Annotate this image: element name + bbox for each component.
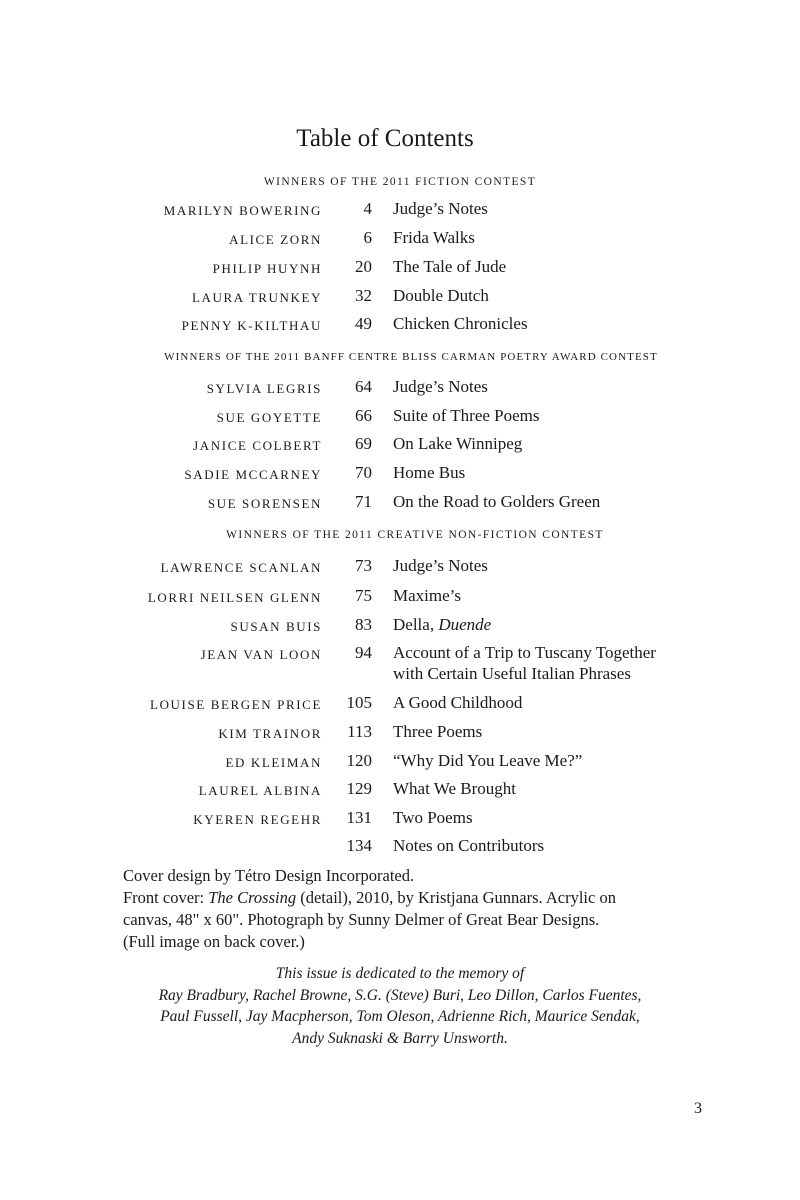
entry-title: Two Poems — [393, 808, 473, 827]
entry-title: Judge’s Notes — [393, 377, 488, 396]
credits-line — [123, 887, 743, 909]
toc-entry — [0, 778, 800, 804]
entry-title: What We Brought — [393, 779, 516, 798]
entry-title: “Why Did You Leave Me?” — [393, 751, 583, 770]
entry-author: LAWRENCE SCANLAN — [160, 560, 322, 575]
entry-author: JANICE COLBERT — [193, 438, 322, 453]
page-title: Table of Contents — [296, 125, 474, 152]
toc-entry — [0, 376, 800, 402]
entry-author: PENNY K-KILTHAU — [181, 318, 322, 333]
entry-page: 71 — [355, 492, 372, 511]
entry-author: ED KLEIMAN — [225, 755, 322, 770]
toc-entry — [0, 585, 800, 611]
entry-author: LAURA TRUNKEY — [192, 290, 322, 305]
entry-page: 73 — [355, 556, 372, 575]
entry-author: KYEREN REGEHR — [193, 812, 322, 827]
toc-entry — [0, 491, 800, 517]
entry-author: LORRI NEILSEN GLENN — [147, 590, 322, 605]
entry-title: Frida Walks — [393, 228, 475, 247]
toc-entry — [0, 835, 800, 861]
entry-page: 120 — [346, 751, 372, 770]
entry-page: 131 — [346, 808, 372, 827]
dedication-line: Paul Fussell, Jay Macpherson, Tom Oleson, Adrienne Rich, Maurice Sendak, — [160, 1008, 640, 1025]
entry-author: JEAN VAN LOON — [200, 647, 322, 662]
entry-author: SYLVIA LEGRIS — [206, 381, 322, 396]
entry-author: SUSAN BUIS — [230, 619, 322, 634]
entry-page: 64 — [355, 377, 372, 396]
entry-author: SUE GOYETTE — [216, 410, 322, 425]
entry-page: 20 — [355, 257, 372, 276]
credits-line: Cover design by Tétro Design Incorporated. — [123, 866, 415, 885]
entry-author: SADIE MCCARNEY — [184, 467, 322, 482]
entry-page: 105 — [346, 693, 372, 712]
toc-entry — [0, 555, 800, 581]
credits-prefix: Front cover: — [123, 888, 209, 907]
entry-title: Three Poems — [393, 722, 483, 741]
entry-title: Judge’s Notes — [393, 199, 488, 218]
entry-page: 6 — [363, 228, 372, 247]
dedication — [0, 963, 800, 1049]
section-heading-fiction: WINNERS OF THE 2011 FICTION CONTEST — [263, 176, 537, 188]
entry-author: PHILIP HUYNH — [212, 261, 322, 276]
entry-title: Notes on Contributors — [393, 836, 545, 855]
cover-credits — [123, 865, 743, 953]
entry-page: 83 — [355, 615, 372, 634]
entry-title — [393, 614, 491, 636]
toc-entry — [0, 433, 800, 459]
toc-entry — [0, 227, 800, 253]
toc-entry — [0, 285, 800, 311]
entry-title: Judge’s Notes — [393, 556, 488, 575]
section-heading-nonfiction: WINNERS OF THE 2011 CREATIVE NON-FICTION CONTEST — [226, 529, 604, 541]
entry-page: 66 — [355, 406, 372, 425]
entry-author: SUE SORENSEN — [207, 496, 322, 511]
entry-title: Home Bus — [393, 463, 466, 482]
entry-title: A Good Childhood — [393, 693, 523, 712]
dedication-line: Andy Suknaski & Barry Unsworth. — [292, 1029, 508, 1047]
toc-entry — [0, 313, 800, 339]
entry-page: 32 — [355, 286, 372, 305]
entry-author: MARILYN BOWERING — [163, 203, 322, 218]
entry-page: 70 — [355, 463, 372, 482]
entry-title: Double Dutch — [393, 286, 489, 305]
credits-suffix: (detail), 2010, by Kristjana Gunnars. Acrylic on — [296, 888, 616, 907]
entry-title: Account of a Trip to Tuscany Together — [393, 643, 656, 662]
dedication-line: This issue is dedicated to the memory of — [275, 965, 525, 982]
dedication-line: Ray Bradbury, Rachel Browne, S.G. (Steve) Buri, Leo Dillon, Carlos Fuentes, — [158, 986, 642, 1004]
entry-page: 113 — [347, 722, 372, 741]
entry-author: LAUREL ALBINA — [198, 783, 322, 798]
entry-title-line2: with Certain Useful Italian Phrases — [393, 664, 631, 683]
toc-entry — [0, 405, 800, 431]
toc-entry — [0, 462, 800, 488]
entry-title: Maxime’s — [393, 586, 461, 605]
entry-title: On the Road to Golders Green — [393, 492, 601, 511]
toc-entry — [0, 721, 800, 747]
entry-title-roman: Della, — [393, 615, 439, 634]
entry-title: On Lake Winnipeg — [393, 434, 523, 453]
toc-entry — [0, 614, 800, 640]
entry-author: LOUISE BERGEN PRICE — [150, 697, 322, 712]
toc-entry — [0, 256, 800, 282]
toc-entry — [0, 750, 800, 776]
toc-entry — [0, 692, 800, 718]
entry-page: 49 — [355, 314, 372, 333]
entry-title: Suite of Three Poems — [393, 406, 540, 425]
credits-line: canvas, 48" x 60". Photograph by Sunny Delmer of Great Bear Designs. — [123, 910, 600, 929]
entry-author: ALICE ZORN — [229, 232, 322, 247]
entry-page: 4 — [363, 199, 372, 218]
entry-author: KIM TRAINOR — [218, 726, 322, 741]
toc-entry — [0, 198, 800, 224]
entry-page: 75 — [355, 586, 372, 605]
entry-page: 129 — [346, 779, 372, 798]
entry-title: The Tale of Jude — [393, 257, 507, 276]
section-heading-poetry: WINNERS OF THE 2011 BANFF CENTRE BLISS CARMAN POETRY AWARD CONTEST — [164, 351, 658, 363]
entry-page: 69 — [355, 434, 372, 453]
toc-entry — [0, 807, 800, 833]
toc-entry — [0, 642, 800, 690]
cover-art-title: The Crossing — [208, 888, 297, 907]
page-number: 3 — [694, 1100, 702, 1117]
entry-page: 94 — [355, 643, 372, 662]
entry-page: 134 — [346, 836, 372, 855]
entry-title-italic: Duende — [438, 615, 492, 634]
entry-title: Chicken Chronicles — [393, 314, 528, 333]
credits-line: (Full image on back cover.) — [123, 932, 305, 951]
